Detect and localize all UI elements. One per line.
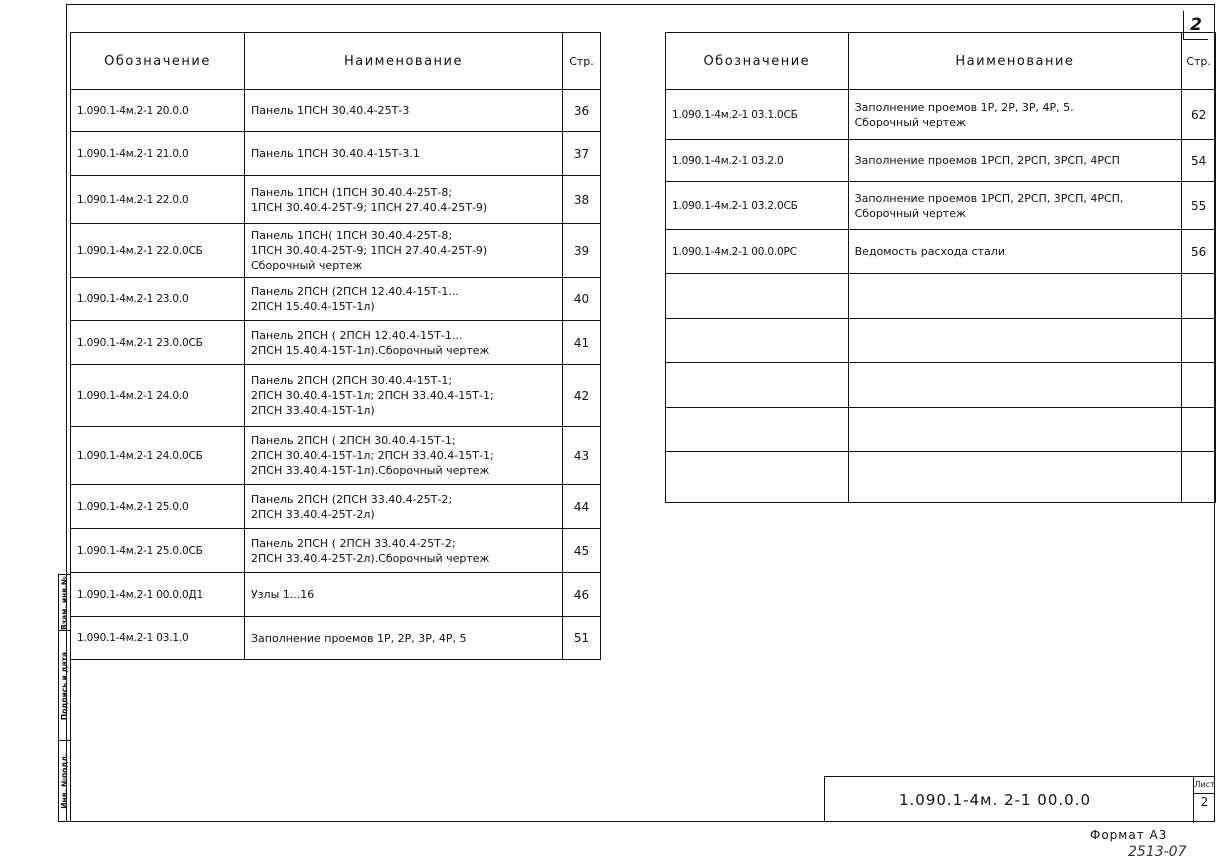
row-name-line: 2ПСН 30.40.4-15Т-1л; 2ПСН 33.40.4-15Т-1; bbox=[251, 449, 494, 462]
left-spec-table bbox=[70, 32, 601, 660]
row-name-line: Сборочный чертеж bbox=[251, 259, 363, 272]
table-row bbox=[666, 408, 1216, 452]
row-code bbox=[666, 452, 849, 503]
format-label: Формат А3 bbox=[1090, 828, 1168, 842]
row-name-line: 2ПСН 33.40.4-25Т-2л) bbox=[251, 507, 375, 521]
row-name bbox=[848, 274, 1182, 319]
row-name-line: 2ПСН 33.40.4-15Т-1л).Сборочный чертеж bbox=[251, 464, 490, 477]
right-spec-table bbox=[665, 32, 1216, 503]
row-code: 1.090.1-4м.2-1 23.0.0 bbox=[71, 278, 245, 321]
row-page: 56 bbox=[1182, 230, 1216, 274]
side-label-replacement: Взам. инв.№ bbox=[60, 576, 69, 630]
table-row bbox=[71, 617, 601, 660]
side-cell-signature bbox=[59, 631, 70, 741]
row-name bbox=[245, 278, 563, 321]
header-code: Обозначение bbox=[71, 33, 245, 90]
row-code bbox=[666, 408, 849, 452]
row-name bbox=[245, 573, 563, 617]
row-name bbox=[245, 365, 563, 427]
row-code bbox=[666, 319, 849, 363]
sheet-label: Лист bbox=[1194, 777, 1215, 794]
row-code: 1.090.1-4м.2-1 24.0.0СБ bbox=[71, 427, 245, 485]
table-row bbox=[666, 182, 1216, 230]
side-cell-inventory bbox=[59, 741, 70, 821]
row-name-line: 2ПСН 30.40.4-15Т-1л; 2ПСН 33.40.4-15Т-1; bbox=[251, 389, 494, 402]
row-name bbox=[245, 224, 563, 278]
table-row bbox=[666, 319, 1216, 363]
row-code: 1.090.1-4м.2-1 21.0.0 bbox=[71, 132, 245, 176]
row-name-line: Панель 2ПСН (2ПСН 33.40.4-25Т-2; bbox=[251, 492, 453, 506]
row-page: 43 bbox=[563, 427, 601, 485]
row-name-line: Сборочный чертеж bbox=[854, 206, 966, 220]
row-page: 55 bbox=[1182, 182, 1216, 230]
row-page bbox=[1182, 319, 1216, 363]
row-name-line: Узлы 1...16 bbox=[251, 588, 315, 601]
sheet-value: 2 bbox=[1200, 795, 1209, 809]
title-block bbox=[824, 776, 1215, 822]
row-name bbox=[245, 529, 563, 573]
row-code: 1.090.1-4м.2-1 25.0.0СБ bbox=[71, 529, 245, 573]
table-row bbox=[666, 140, 1216, 182]
row-name-line: Сборочный чертеж bbox=[854, 115, 966, 129]
table-row bbox=[71, 573, 601, 617]
row-name-line: 2ПСН 15.40.4-15Т-1л).Сборочный чертеж bbox=[251, 343, 490, 357]
row-page: 51 bbox=[563, 617, 601, 660]
row-name-line: 1ПСН 30.40.4-25Т-9; 1ПСН 27.40.4-25Т-9) bbox=[251, 244, 488, 257]
row-code: 1.090.1-4м.2-1 23.0.0СБ bbox=[71, 321, 245, 365]
side-label-signature: Подпись и дата bbox=[60, 651, 69, 721]
header-code: Обозначение bbox=[666, 33, 849, 90]
row-code: 1.090.1-4м.2-1 00.0.0Д1 bbox=[71, 573, 245, 617]
row-code: 1.090.1-4м.2-1 03.2.0СБ bbox=[666, 182, 849, 230]
row-page: 38 bbox=[563, 176, 601, 224]
row-name-line: Панель 2ПСН ( 2ПСН 30.40.4-15Т-1; bbox=[251, 434, 456, 447]
side-label-inventory: Инв. №подл. bbox=[60, 753, 69, 809]
row-name-line: Заполнение проемов 1Р, 2Р, 3Р, 4Р, 5. bbox=[854, 100, 1074, 114]
row-name bbox=[848, 230, 1182, 274]
row-code: 1.090.1-4м.2-1 25.0.0 bbox=[71, 485, 245, 529]
row-name-line: Панель 1ПСН (1ПСН 30.40.4-25Т-8; bbox=[251, 185, 453, 199]
table-row bbox=[666, 363, 1216, 408]
row-name bbox=[848, 363, 1182, 408]
row-name bbox=[848, 319, 1182, 363]
row-name-line: Панель 2ПСН ( 2ПСН 12.40.4-15Т-1... bbox=[251, 328, 463, 342]
table-row bbox=[666, 452, 1216, 503]
row-code: 1.090.1-4м.2-1 03.1.0 bbox=[71, 617, 245, 660]
row-name-line: Панель 1ПСН( 1ПСН 30.40.4-25Т-8; bbox=[251, 229, 453, 242]
row-name-line: 1ПСН 30.40.4-25Т-9; 1ПСН 27.40.4-25Т-9) bbox=[251, 200, 488, 214]
row-page: 54 bbox=[1182, 140, 1216, 182]
row-name-line: 2ПСН 33.40.4-15Т-1л) bbox=[251, 404, 375, 417]
row-name bbox=[848, 140, 1182, 182]
table-row bbox=[71, 321, 601, 365]
row-name-line: Панель 2ПСН ( 2ПСН 33.40.4-25Т-2; bbox=[251, 536, 456, 550]
table-row bbox=[71, 485, 601, 529]
row-page: 39 bbox=[563, 224, 601, 278]
table-row bbox=[666, 274, 1216, 319]
row-page: 62 bbox=[1182, 90, 1216, 140]
header-page: Стр. bbox=[1182, 33, 1216, 90]
row-name-line: Заполнение проемов 1Р, 2Р, 3Р, 4Р, 5 bbox=[251, 631, 467, 645]
row-code bbox=[666, 363, 849, 408]
row-page bbox=[1182, 452, 1216, 503]
title-block-sheet bbox=[1193, 777, 1215, 823]
header-name: Наименование bbox=[848, 33, 1182, 90]
row-name bbox=[245, 427, 563, 485]
table-header-row bbox=[71, 33, 601, 90]
row-code: 1.090.1-4м.2-1 00.0.0РС bbox=[666, 230, 849, 274]
table-row bbox=[71, 132, 601, 176]
row-name-line: 2ПСН 33.40.4-25Т-2л).Сборочный чертеж bbox=[251, 551, 490, 565]
row-page bbox=[1182, 363, 1216, 408]
row-code bbox=[666, 274, 849, 319]
row-name-line: Ведомость расхода стали bbox=[854, 245, 1005, 258]
row-name-line: Панель 1ПСН 30.40.4-25Т-3 bbox=[251, 104, 410, 117]
row-name bbox=[848, 90, 1182, 140]
row-page: 46 bbox=[563, 573, 601, 617]
sheet-number-corner: 2 bbox=[1183, 11, 1208, 40]
row-page bbox=[1182, 274, 1216, 319]
row-page: 40 bbox=[563, 278, 601, 321]
table-row bbox=[71, 529, 601, 573]
row-name-line: Заполнение проемов 1РСП, 2РСП, 3РСП, 4РСП bbox=[854, 154, 1120, 167]
table-row bbox=[71, 427, 601, 485]
inventory-number: 2513-07 bbox=[1128, 844, 1187, 860]
row-page: 44 bbox=[563, 485, 601, 529]
row-code: 1.090.1-4м.2-1 03.1.0СБ bbox=[666, 90, 849, 140]
row-name bbox=[848, 408, 1182, 452]
row-page: 45 bbox=[563, 529, 601, 573]
row-name-line: Панель 1ПСН 30.40.4-15Т-3.1 bbox=[251, 147, 420, 160]
title-block-code: 1.090.1-4м. 2-1 00.0.0 bbox=[898, 791, 1092, 809]
row-code: 1.090.1-4м.2-1 22.0.0 bbox=[71, 176, 245, 224]
row-code: 1.090.1-4м.2-1 24.0.0 bbox=[71, 365, 245, 427]
row-name bbox=[245, 176, 563, 224]
table-row bbox=[71, 224, 601, 278]
side-approval-strip bbox=[58, 574, 71, 822]
side-cell-replacement bbox=[59, 575, 70, 631]
row-name bbox=[245, 321, 563, 365]
row-name-line: Панель 2ПСН (2ПСН 12.40.4-15Т-1... bbox=[251, 285, 459, 298]
table-row bbox=[71, 90, 601, 132]
table-row bbox=[666, 230, 1216, 274]
row-name-line: Заполнение проемов 1РСП, 2РСП, 3РСП, 4РСП, bbox=[854, 191, 1124, 205]
table-header-row bbox=[666, 33, 1216, 90]
row-page: 41 bbox=[563, 321, 601, 365]
row-code: 1.090.1-4м.2-1 20.0.0 bbox=[71, 90, 245, 132]
row-page bbox=[1182, 408, 1216, 452]
table-row bbox=[666, 90, 1216, 140]
row-page: 37 bbox=[563, 132, 601, 176]
header-page: Стр. bbox=[563, 33, 601, 90]
row-name bbox=[245, 132, 563, 176]
row-page: 36 bbox=[563, 90, 601, 132]
table-row bbox=[71, 365, 601, 427]
row-page: 42 bbox=[563, 365, 601, 427]
row-name bbox=[848, 452, 1182, 503]
row-name-line: Панель 2ПСН (2ПСН 30.40.4-15Т-1; bbox=[251, 374, 453, 387]
row-name bbox=[245, 485, 563, 529]
table-row bbox=[71, 278, 601, 321]
row-name bbox=[245, 617, 563, 660]
table-row bbox=[71, 176, 601, 224]
row-name-line: 2ПСН 15.40.4-15Т-1л) bbox=[251, 300, 375, 313]
header-name: Наименование bbox=[245, 33, 563, 90]
row-name bbox=[245, 90, 563, 132]
row-code: 1.090.1-4м.2-1 03.2.0 bbox=[666, 140, 849, 182]
row-code: 1.090.1-4м.2-1 22.0.0СБ bbox=[71, 224, 245, 278]
row-name bbox=[848, 182, 1182, 230]
